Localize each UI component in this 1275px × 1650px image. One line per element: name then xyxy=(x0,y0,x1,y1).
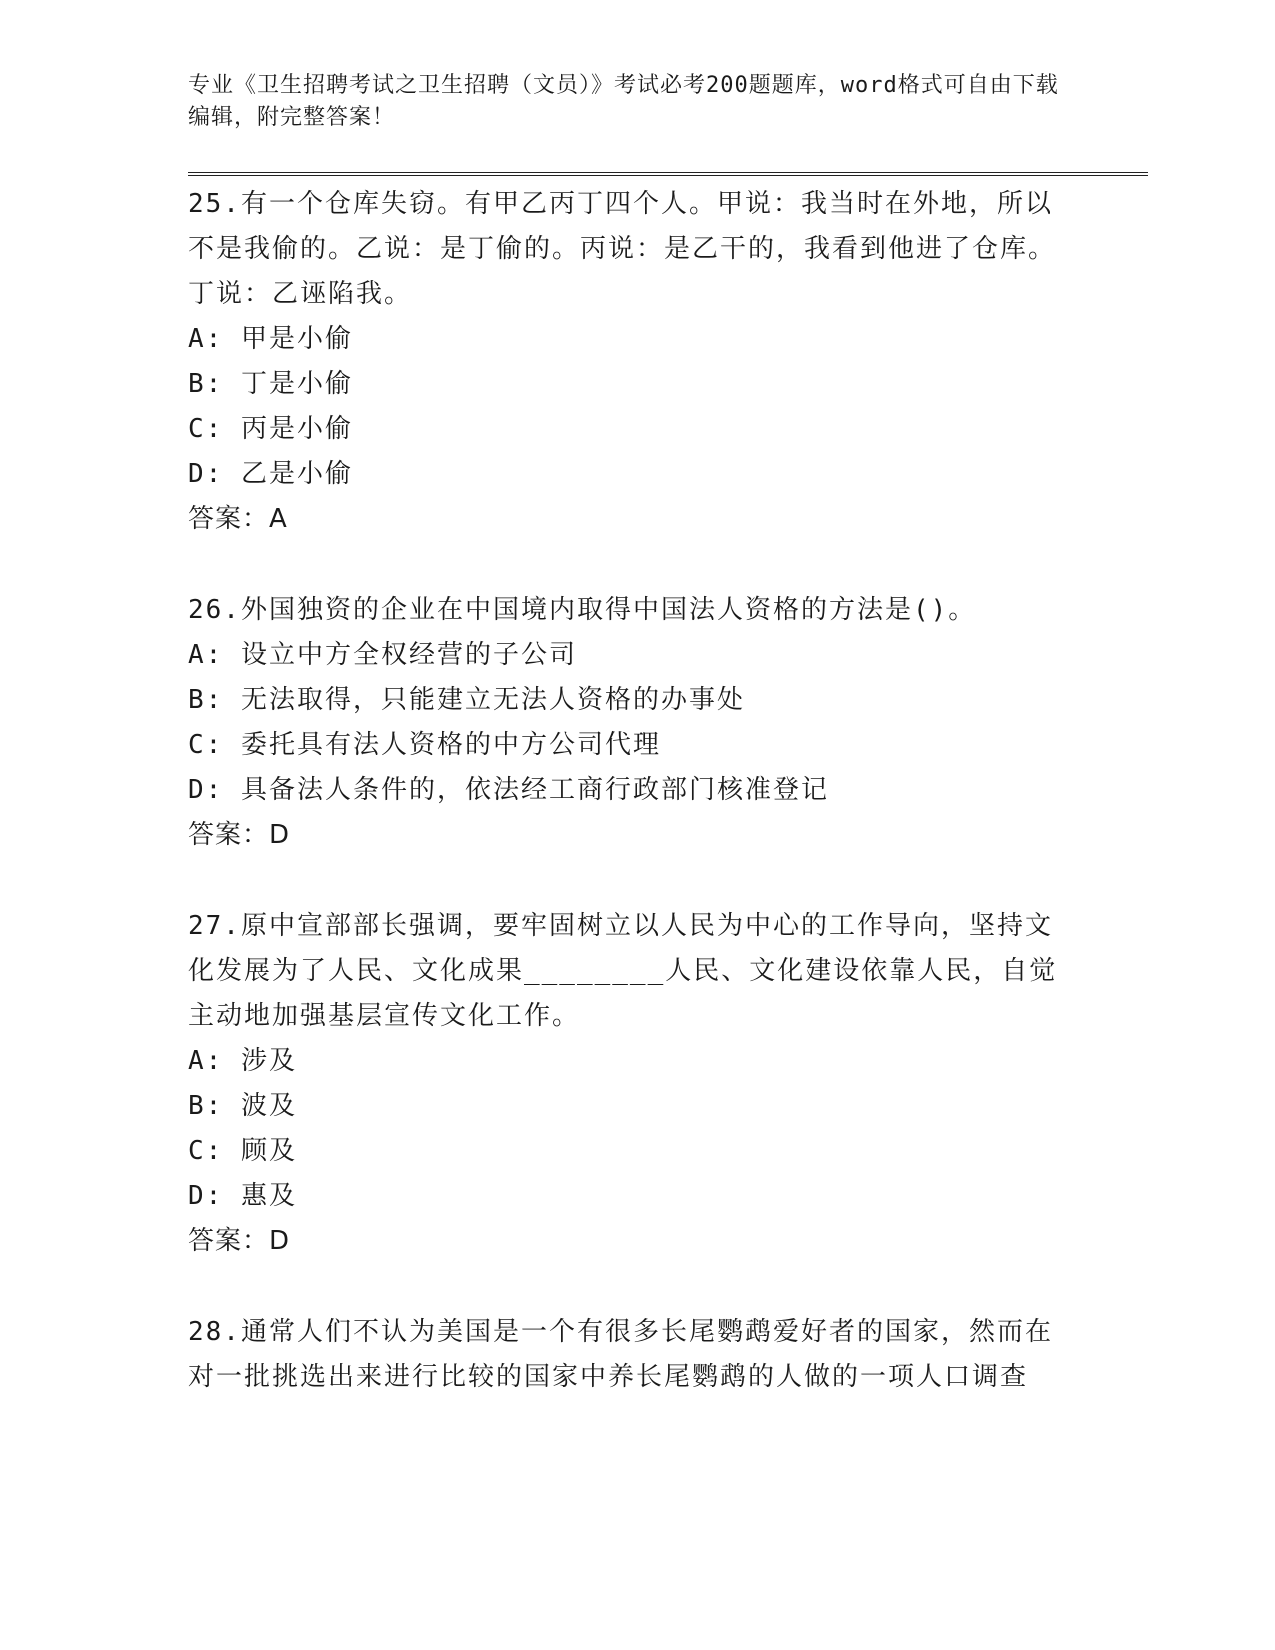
question-text: 26.外国独资的企业在中国境内取得中国法人资格的方法是()。 xyxy=(188,595,977,625)
document-header: 专业《卫生招聘考试之卫生招聘（文员）》考试必考200题题库，word格式可自由下载编辑，附完整答案！ xyxy=(188,73,1059,130)
option-c: C: 顾及 xyxy=(188,1136,297,1166)
question-text: 25.有一个仓库失窃。有甲乙丙丁四个人。甲说：我当时在外地，所以不是我偷的。乙说：是丁偷的。丙说：是乙干的，我看到他进了仓库。丁说：乙诬陷我。 xyxy=(188,189,1057,309)
answer-label: 答案：D xyxy=(188,1226,291,1256)
option-d: D: 具备法人条件的，依法经工商行政部门核准登记 xyxy=(188,775,829,805)
option-c: C: 委托具有法人资格的中方公司代理 xyxy=(188,730,661,760)
answer-label: 答案：A xyxy=(188,504,288,534)
question-text: 28.通常人们不认为美国是一个有很多长尾鹦鹉爱好者的国家，然而在对一批挑选出来进行比较的国家中养长尾鹦鹉的人做的一项人口调查 xyxy=(188,1317,1053,1392)
document-page xyxy=(188,70,1148,1446)
option-a: A: 设立中方全权经营的子公司 xyxy=(188,640,577,670)
question-28 xyxy=(188,1310,1148,1400)
option-d: D: 乙是小偷 xyxy=(188,459,353,489)
option-c: C: 丙是小偷 xyxy=(188,414,353,444)
question-26 xyxy=(188,588,1148,858)
answer-label: 答案：D xyxy=(188,820,291,850)
option-b: B: 丁是小偷 xyxy=(188,369,353,399)
question-text: 27.原中宣部部长强调，要牢固树立以人民为中心的工作导向，坚持文化发展为了人民、文化成果________人民、文化建设依靠人民，自觉主动地加强基层宣传文化工作。 xyxy=(188,911,1058,1031)
option-a: A: 涉及 xyxy=(188,1046,297,1076)
option-a: A: 甲是小偷 xyxy=(188,324,353,354)
option-b: B: 无法取得，只能建立无法人资格的办事处 xyxy=(188,685,745,715)
question-25 xyxy=(188,182,1148,542)
question-list xyxy=(188,182,1148,1400)
question-27 xyxy=(188,904,1148,1264)
option-d: D: 惠及 xyxy=(188,1181,297,1211)
header-divider xyxy=(188,172,1148,176)
option-b: B: 波及 xyxy=(188,1091,297,1121)
